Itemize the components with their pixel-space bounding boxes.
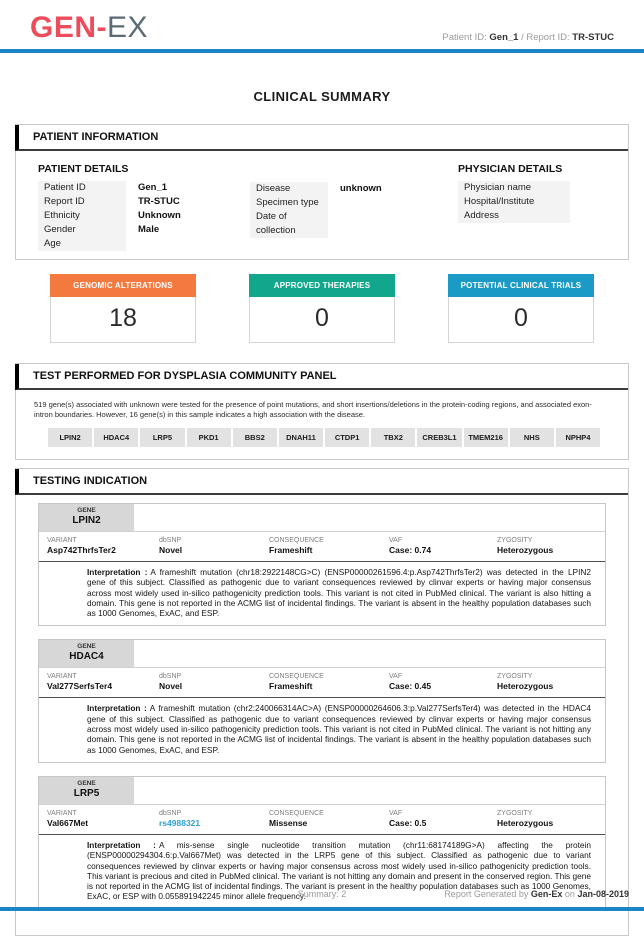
testing-indication-title: TESTING INDICATION: [15, 469, 628, 495]
variant-column-label: VARIANT: [47, 673, 77, 681]
field-label: Ethnicity: [38, 209, 126, 223]
dbsnp-column-label: dbSNP: [159, 809, 182, 817]
patient-field-row: [38, 223, 250, 237]
stat-card-value: 18: [50, 297, 196, 343]
field-value: Gen_1: [138, 182, 168, 193]
zygosity-column: [497, 809, 605, 829]
field-label: Gender: [38, 223, 126, 237]
gene-panel-chip: LPIN2: [48, 428, 92, 447]
field-value: Male: [138, 224, 160, 235]
summary-stats-row: [50, 274, 594, 343]
gene-panel-chip: TMEM216: [464, 428, 508, 447]
section-patient-information: [15, 124, 629, 260]
variant-value: Val667Met: [47, 817, 89, 828]
gene-label: GENE: [77, 643, 96, 651]
variant-card-hdac4: [38, 639, 606, 762]
zygosity-value: Heterozygous: [497, 545, 554, 555]
consequence-column: [269, 672, 389, 692]
consequence-value: Frameshift: [269, 545, 313, 555]
consequence-column: [269, 536, 389, 556]
zygosity-column-label: ZYGOSITY: [497, 809, 533, 817]
field-value: [570, 209, 582, 223]
gene-row: [39, 504, 605, 532]
patient-field-row: [250, 182, 458, 196]
gene-panel-chip: PKD1: [187, 428, 231, 447]
zygosity-column: [497, 672, 605, 692]
consequence-value: Frameshift: [269, 681, 313, 692]
gene-box: [39, 777, 134, 804]
dbsnp-value: Novel: [159, 545, 183, 555]
gene-panel-chips: [48, 428, 600, 447]
consequence-column-label: CONSEQUENCE: [269, 673, 324, 681]
stat-card-value: 0: [448, 297, 594, 343]
gene-row: [39, 777, 605, 805]
variant-column: [47, 536, 159, 556]
variant-column: [47, 672, 159, 692]
gene-panel-chip: DNAH11: [279, 428, 323, 447]
gene-panel-chip: CTDP1: [325, 428, 369, 447]
gene-row: [39, 640, 605, 668]
variant-value: Asp742ThrfsTer2: [47, 545, 116, 555]
patient-details-heading: PATIENT DETAILS: [38, 163, 129, 175]
field-value: Unknown: [138, 210, 181, 221]
gene-label: GENE: [77, 779, 96, 787]
patient-information-content: [16, 151, 628, 259]
vaf-column-label: VAF: [389, 673, 403, 681]
brand-name: Gen-Ex: [530, 889, 563, 899]
interpretation-block: [39, 697, 605, 761]
physician-field-row: [458, 209, 610, 223]
stat-card-clinical-trials: [448, 274, 594, 343]
patient-field-row: [38, 195, 250, 209]
header-divider: [0, 49, 644, 53]
vaf-column: [389, 536, 497, 556]
variant-details-row: [39, 532, 605, 561]
test-performed-content: [16, 390, 628, 459]
field-label: Age: [38, 237, 126, 251]
physician-details-column: [458, 159, 610, 251]
vaf-column-label: VAF: [389, 809, 403, 817]
interpretation-text: A mis-sense single nucleotide transition mutation (chr11:68174189G>A) affecting the protein (ENSP00000294304.6:p.Val667Met) was detected in the LRP5 gene of this subject. Classified as pathogenic due to variant consequences reviewed by clinvar experts or having major consensus across most widely used in-silico pathogenicity prediction tools. This variant is precious and cited in PubMed clinical. The variant is not hitting any domain and present in the conserved region. This gene is not reported in the ACMG list of incidental findings. The variant is present in the healthy population databases such as 1000 Genomes, ExAC, or ESP with 0.055891942245 minor allele frequency.: [87, 839, 591, 902]
interpretation-label: Interpretation :: [87, 567, 148, 577]
patient-field-row: [38, 237, 250, 251]
field-value: TR-STUC: [138, 196, 180, 207]
section-testing-indication: [15, 468, 629, 936]
stat-card-approved-therapies: [249, 274, 395, 343]
patient-information-title: PATIENT INFORMATION: [15, 125, 628, 151]
dbsnp-column-label: dbSNP: [159, 537, 182, 544]
field-label: Hospital/Institute: [458, 195, 570, 209]
vaf-value: Case: 0.74: [389, 545, 432, 555]
gene-panel-chip: NPHP4: [556, 428, 600, 447]
testing-indication-content: [16, 495, 628, 935]
vaf-column: [389, 672, 497, 692]
variant-details-row: [39, 805, 605, 834]
variant-column-label: VARIANT: [47, 809, 77, 817]
generated-date: Jan-08-2019: [577, 889, 629, 899]
dbsnp-column: [159, 672, 269, 692]
interpretation-label: Interpretation :: [87, 703, 147, 714]
consequence-column-label: CONSEQUENCE: [269, 537, 324, 544]
patient-field-row: [250, 210, 458, 238]
stat-card-genomic-alterations: [50, 274, 196, 343]
field-label: Specimen type: [250, 196, 328, 210]
stat-card-header: POTENTIAL CLINICAL TRIALS: [448, 274, 594, 297]
interpretation-text: A frameshift mutation (chr2:240066314AC>A) (ENSP00000264606.3:p.Val277SerfsTer4) was detected in the HDAC4 gene of this subject. Classified as pathogenic due to variant consequences reviewed by clinvar experts or having major consensus across most widely used in-silico pathogenicity prediction tools. This variant is not cited in PubMed clinical. The variant is not hitting any domain. This gene is not reported in the ACMG list of incidental findings. The variant is absent in the healthy population databases such as 1000 Genomes, ExAC, and ESP.: [87, 703, 591, 755]
generated-conjunction: on: [564, 889, 575, 899]
variant-card-lpin2: [38, 503, 606, 626]
field-value: unknown: [340, 183, 382, 194]
field-label: Disease: [250, 182, 328, 196]
gene-name: LPIN2: [72, 515, 101, 526]
zygosity-column-label: ZYGOSITY: [497, 673, 533, 681]
interpretation-text: A frameshift mutation (chr18:2922148CG>C) (ENSP00000261596.4:p.Asp742ThrfsTer2) was detected in the LPIN2 gene of this subject. Classified as pathogenic due to variant consequences reviewed by clinvar experts or having major consensus across most widely used in-silico pathogenicity prediction tools. This variant is not cited in PubMed clinical. The variant is also hitting a domain. This gene is not reported in the ACMG list of incidental findings. The variant is absent in the healthy population databases such as 1000 Genomes, ExAC, and ESP.: [87, 567, 592, 619]
field-label: Date of collection: [250, 210, 328, 238]
patient-report-id-line: [442, 32, 614, 44]
dbsnp-column: [159, 809, 269, 829]
field-value: [570, 195, 582, 209]
variant-column: [47, 809, 159, 829]
logo-primary: GEN: [30, 11, 97, 44]
stat-card-header: APPROVED THERAPIES: [249, 274, 395, 297]
vaf-value: Case: 0.5: [389, 817, 427, 828]
vaf-value: Case: 0.45: [389, 681, 432, 692]
logo-dash: -: [96, 11, 108, 44]
vaf-column-label: VAF: [389, 537, 403, 544]
report-id-label: / Report ID:: [521, 32, 570, 43]
consequence-column: [269, 809, 389, 829]
brand-logo: [30, 12, 148, 44]
dbsnp-value: Novel: [159, 681, 183, 692]
footer-divider: [0, 907, 644, 911]
section-test-performed: [15, 363, 629, 460]
zygosity-column-label: ZYGOSITY: [497, 537, 533, 544]
patient-details-column: [38, 159, 250, 251]
page-summary: Summary: 2: [297, 889, 347, 899]
report-id-value: TR-STUC: [572, 32, 614, 43]
patient-field-row: [250, 196, 458, 210]
page-title: CLINICAL SUMMARY: [253, 89, 391, 104]
interpretation-block: [39, 561, 605, 625]
patient-id-value: Gen_1: [489, 32, 519, 43]
stat-card-header: GENOMIC ALTERATIONS: [50, 274, 196, 297]
field-label: Report ID: [38, 195, 126, 209]
report-generated-line: [444, 889, 629, 899]
physician-details-heading: PHYSICIAN DETAILS: [458, 163, 563, 175]
gene-panel-chip: CREB3L1: [417, 428, 461, 447]
gene-box: [39, 640, 134, 667]
physician-field-row: [458, 181, 610, 195]
field-value: [126, 237, 138, 251]
specimen-details-column: [250, 159, 458, 251]
test-description: 519 gene(s) associated with unknown were tested for the presence of point mutations, and short insertions/deletions in the protein-coding regions, and associated exon-intron boundaries. However, 16 gene(s) in this sample indicates a high association with the disease.: [34, 400, 592, 419]
gene-name: HDAC4: [69, 651, 104, 663]
consequence-column-label: CONSEQUENCE: [269, 809, 324, 817]
dbsnp-column: [159, 536, 269, 556]
field-value: [328, 210, 340, 238]
gene-panel-chip: NHS: [510, 428, 554, 447]
physician-field-row: [458, 195, 610, 209]
gene-label: GENE: [77, 507, 96, 514]
variant-value: Val277SerfsTer4: [47, 681, 113, 692]
field-value: [328, 196, 340, 210]
generated-prefix: Report Generated by: [444, 889, 529, 899]
variant-details-row: [39, 668, 605, 697]
dbsnp-link[interactable]: rs4988321: [159, 817, 201, 828]
zygosity-column: [497, 536, 605, 556]
test-performed-title: TEST PERFORMED FOR DYSPLASIA COMMUNITY PANEL: [15, 364, 628, 390]
report-footer: [0, 889, 644, 903]
patient-field-row: [38, 181, 250, 195]
vaf-column: [389, 809, 497, 829]
field-label: Physician name: [458, 181, 570, 195]
field-label: Patient ID: [38, 181, 126, 195]
zygosity-value: Heterozygous: [497, 817, 554, 828]
gene-panel-chip: BBS2: [233, 428, 277, 447]
patient-id-label: Patient ID:: [442, 32, 487, 43]
patient-field-row: [38, 209, 250, 223]
logo-secondary: EX: [107, 11, 149, 44]
variant-column-label: VARIANT: [47, 537, 77, 544]
consequence-value: Missense: [269, 817, 308, 828]
gene-box: [39, 504, 134, 531]
gene-panel-chip: TBX2: [371, 428, 415, 447]
dbsnp-column-label: dbSNP: [159, 673, 182, 681]
field-value: [570, 181, 582, 195]
gene-name: LRP5: [73, 787, 100, 799]
field-label: Address: [458, 209, 570, 223]
stat-card-value: 0: [249, 297, 395, 343]
interpretation-label: Interpretation :: [87, 839, 156, 850]
gene-panel-chip: LRP5: [140, 428, 184, 447]
zygosity-value: Heterozygous: [497, 681, 554, 692]
report-header: [0, 0, 644, 44]
gene-panel-chip: HDAC4: [94, 428, 138, 447]
